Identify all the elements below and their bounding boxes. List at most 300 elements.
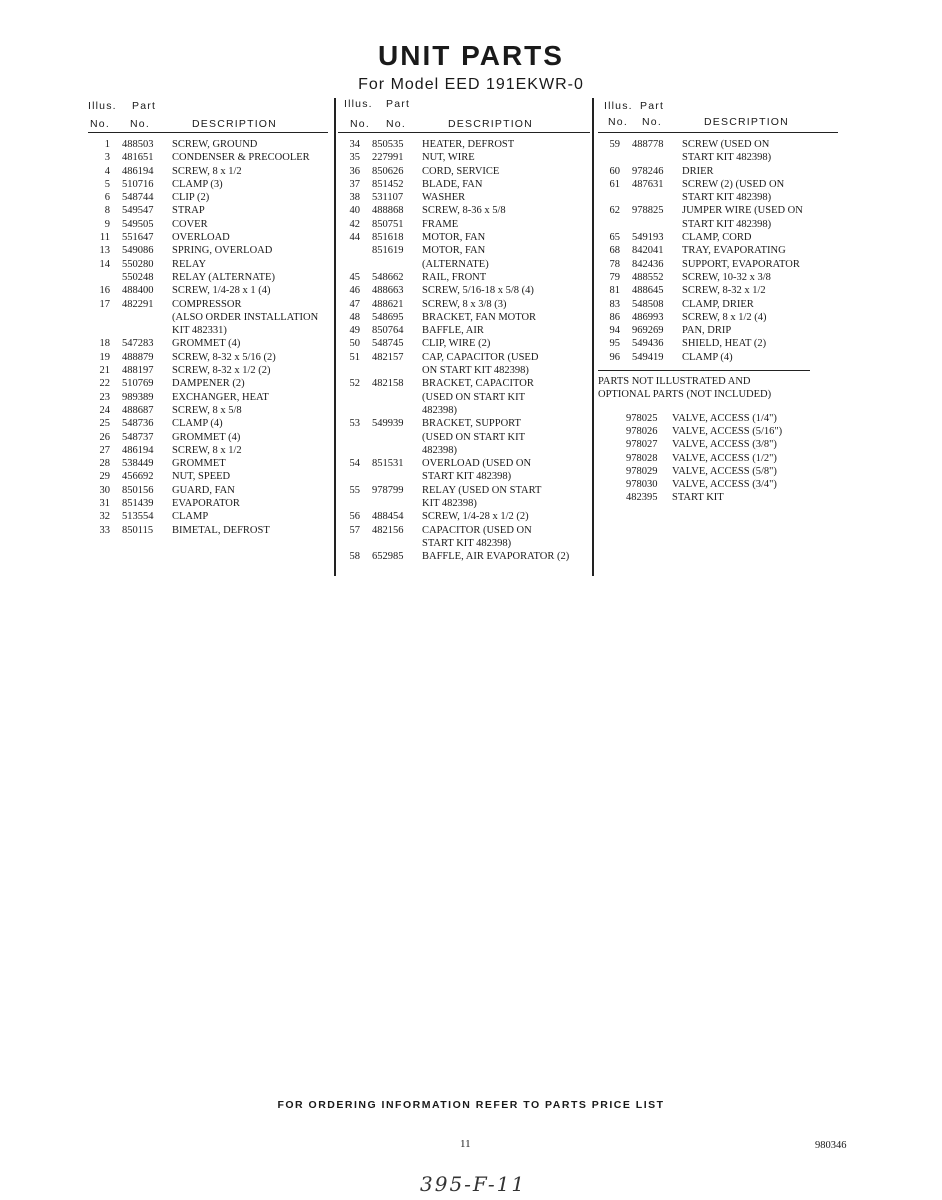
part-description: OVERLOAD (USED ON <box>422 458 532 470</box>
column-header <box>338 98 590 133</box>
table-row <box>88 337 328 350</box>
part-description: WASHER <box>422 192 466 204</box>
illus-number: 1 <box>104 139 110 150</box>
part-description: START KIT 482398) <box>422 471 512 483</box>
part-no-header: No. <box>642 116 662 128</box>
part-description: SCREW, GROUND <box>172 139 258 150</box>
page-number: 11 <box>460 1138 471 1150</box>
part-number: 550248 <box>122 271 154 283</box>
table-row <box>598 218 838 231</box>
illus-number <box>338 244 360 257</box>
table-row <box>88 457 328 470</box>
part-number: 548744 <box>122 192 154 204</box>
part-description: SCREW, 8 x 1/2 <box>172 165 242 177</box>
part-description: KIT 482398) <box>422 498 477 510</box>
part-number: 548737 <box>122 431 154 443</box>
part-description: SCREW, 8-32 x 1/2 (2) <box>172 365 271 377</box>
part-description: SCREW, 10-32 x 3/8 <box>682 271 771 283</box>
part-number: 549419 <box>632 351 664 363</box>
part-description: BIMETAL, DEFROST <box>172 524 270 536</box>
part-number <box>360 537 422 550</box>
part-number: 513554 <box>122 511 154 523</box>
part-description: (USED ON START KIT <box>422 391 526 403</box>
part-description: BRACKET, FAN MOTOR <box>422 311 537 323</box>
illus-number: 18 <box>99 338 110 350</box>
part-description: GROMMET (4) <box>172 338 241 350</box>
illus-number: 61 <box>609 178 620 190</box>
illus-number: 40 <box>349 205 360 217</box>
table-row <box>338 337 590 350</box>
part-description: START KIT 482398) <box>682 152 772 164</box>
illus-no-header: No. <box>350 118 370 130</box>
description-header: DESCRIPTION <box>192 118 277 130</box>
part-description: CLIP (2) <box>172 192 210 204</box>
table-row <box>338 138 590 151</box>
table-row <box>338 351 590 364</box>
part-number: 510769 <box>122 378 154 390</box>
table-row <box>88 204 328 217</box>
table-row <box>88 178 328 191</box>
illus-number: 17 <box>99 298 110 310</box>
illus-number: 56 <box>349 511 360 523</box>
illus-number: 24 <box>99 404 110 416</box>
table-row <box>338 204 590 217</box>
part-description: JUMPER WIRE (USED ON <box>682 205 803 217</box>
table-row <box>338 271 590 284</box>
table-row <box>88 524 328 537</box>
table-row <box>338 510 590 523</box>
part-number: 549086 <box>122 245 154 257</box>
part-description: OVERLOAD <box>172 232 230 244</box>
part-number: 978030 <box>626 479 658 491</box>
part-description: 482398) <box>422 444 457 456</box>
table-row <box>338 377 590 390</box>
illus-no-header: No. <box>608 116 628 128</box>
table-row <box>598 452 810 465</box>
illus-number: 13 <box>99 245 110 257</box>
part-description: RELAY <box>172 258 207 270</box>
illus-no-header: No. <box>90 118 110 130</box>
table-row <box>598 478 810 491</box>
part-number: 989389 <box>122 391 154 403</box>
part-no-header: No. <box>386 118 406 130</box>
part-number: 842041 <box>632 245 664 257</box>
part-number: 850535 <box>372 139 404 150</box>
part-description: SPRING, OVERLOAD <box>172 245 273 257</box>
document-number: 980346 <box>815 1140 847 1151</box>
table-row <box>88 311 328 324</box>
part-description: SCREW, 5/16-18 x 5/8 (4) <box>422 285 534 297</box>
table-row <box>338 404 590 417</box>
part-number: 549939 <box>372 418 404 430</box>
part-description: GROMMET (4) <box>172 431 241 443</box>
part-number: 486194 <box>122 444 154 456</box>
part-number <box>620 151 682 164</box>
table-row <box>338 497 590 510</box>
part-number: 549193 <box>632 232 664 244</box>
part-description: CLIP, WIRE (2) <box>422 338 491 350</box>
part-number <box>620 191 682 204</box>
part-number: 482291 <box>122 298 154 310</box>
part-description: RELAY (ALTERNATE) <box>172 271 275 283</box>
illus-number: 46 <box>349 285 360 297</box>
illus-number <box>338 470 360 483</box>
table-row <box>598 165 838 178</box>
description-header: DESCRIPTION <box>448 118 533 130</box>
part-number: 549547 <box>122 205 154 217</box>
part-description: VALVE, ACCESS (1/4") <box>672 412 777 424</box>
illus-header: Illus. <box>344 98 373 110</box>
part-description: HEATER, DEFROST <box>422 139 515 150</box>
part-number <box>110 311 172 324</box>
table-row <box>338 550 590 563</box>
illus-number: 25 <box>99 418 110 430</box>
part-number: 978799 <box>372 484 404 496</box>
part-number: 227991 <box>372 152 404 164</box>
part-number: 488868 <box>372 205 404 217</box>
illus-number: 3 <box>104 152 110 164</box>
part-number: 548508 <box>632 298 664 310</box>
illus-number: 55 <box>349 484 360 496</box>
table-row <box>88 497 328 510</box>
description-header: DESCRIPTION <box>704 116 789 128</box>
table-row <box>598 337 838 350</box>
column-header <box>88 98 328 133</box>
part-number <box>360 391 422 404</box>
illus-number: 52 <box>349 378 360 390</box>
table-row <box>338 231 590 244</box>
part-description: MOTOR, FAN <box>422 232 486 244</box>
illus-number: 65 <box>609 232 620 244</box>
illus-number: 96 <box>609 351 620 363</box>
table-row <box>338 524 590 537</box>
part-number: 481651 <box>122 152 154 164</box>
illus-number: 11 <box>99 232 110 244</box>
part-number: 842436 <box>632 258 664 270</box>
table-row <box>338 151 590 164</box>
illus-number <box>338 431 360 444</box>
column-divider <box>592 98 594 576</box>
illus-number: 78 <box>609 258 620 270</box>
table-row <box>598 151 838 164</box>
illus-header: Illus. <box>88 100 117 112</box>
illus-number: 9 <box>104 218 110 230</box>
table-row <box>88 510 328 523</box>
part-number: 548736 <box>122 418 154 430</box>
part-description: BLADE, FAN <box>422 178 483 190</box>
illus-number <box>598 191 620 204</box>
illus-number <box>338 391 360 404</box>
part-number: 456692 <box>122 471 154 483</box>
part-description: SCREW, 8 x 1/2 <box>172 444 242 456</box>
table-row <box>88 391 328 404</box>
part-description: RELAY (USED ON START <box>422 484 542 496</box>
table-row <box>338 284 590 297</box>
section-heading: OPTIONAL PARTS (NOT INCLUDED) <box>598 389 772 401</box>
illus-number: 30 <box>99 484 110 496</box>
illus-number: 57 <box>349 524 360 536</box>
part-description: CLAMP <box>172 511 209 523</box>
table-row <box>598 298 838 311</box>
optional-parts-list <box>598 412 810 505</box>
part-description: SCREW, 8 x 1/2 (4) <box>682 311 767 323</box>
parts-column-2 <box>338 98 590 564</box>
part-number: 851531 <box>372 458 404 470</box>
illus-number: 68 <box>609 245 620 257</box>
part-number: 851452 <box>372 178 404 190</box>
part-number: 488778 <box>632 139 664 150</box>
table-row <box>88 151 328 164</box>
part-description: CAPACITOR (USED ON <box>422 524 532 536</box>
part-number: 969269 <box>632 325 664 337</box>
part-number <box>360 258 422 271</box>
illus-number: 58 <box>349 551 360 563</box>
part-number: 488552 <box>632 271 664 283</box>
part-description: SCREW (2) (USED ON <box>682 178 785 190</box>
part-description: 482398) <box>422 404 457 416</box>
part-number: 850764 <box>372 325 404 337</box>
illus-number: 44 <box>349 232 360 244</box>
illus-number: 50 <box>349 338 360 350</box>
part-description: VALVE, ACCESS (5/16") <box>672 425 783 437</box>
illus-header: Illus. <box>604 100 633 112</box>
illus-number <box>338 258 360 271</box>
illus-number: 49 <box>349 325 360 337</box>
illus-number: 8 <box>104 205 110 217</box>
illus-number <box>598 151 620 164</box>
part-number: 482395 <box>626 492 658 504</box>
table-row <box>88 404 328 417</box>
part-description: CORD, SERVICE <box>422 165 500 177</box>
illus-number: 16 <box>99 285 110 297</box>
table-row <box>598 412 810 425</box>
part-number: 486194 <box>122 165 154 177</box>
table-row <box>598 438 810 451</box>
column-divider <box>334 98 336 576</box>
part-description: (ALTERNATE) <box>422 258 489 270</box>
part-number: 978825 <box>632 205 664 217</box>
part-number: 488645 <box>632 285 664 297</box>
illus-number <box>88 271 110 284</box>
part-number: 488663 <box>372 285 404 297</box>
illus-number: 47 <box>349 298 360 310</box>
table-row <box>88 284 328 297</box>
part-number <box>620 218 682 231</box>
part-number: 850751 <box>372 218 404 230</box>
part-number: 978028 <box>626 452 658 464</box>
part-number: 850626 <box>372 165 404 177</box>
table-row <box>598 351 838 364</box>
illus-number: 21 <box>99 365 110 377</box>
illus-number: 36 <box>349 165 360 177</box>
illus-number: 31 <box>99 498 110 510</box>
table-row <box>88 244 328 257</box>
part-description: FRAME <box>422 218 459 230</box>
part-number: 550280 <box>122 258 154 270</box>
part-description: START KIT <box>672 492 724 504</box>
illus-number: 95 <box>609 338 620 350</box>
part-description: COMPRESSOR <box>172 298 242 310</box>
part-header: Part <box>386 98 411 110</box>
illus-number: 5 <box>104 178 110 190</box>
part-description: MOTOR, FAN <box>422 245 486 257</box>
illus-number: 59 <box>609 139 620 150</box>
part-number: 851439 <box>122 498 154 510</box>
illus-number: 34 <box>349 139 360 150</box>
table-row <box>338 457 590 470</box>
part-description: DRIER <box>682 165 714 177</box>
part-number: 978246 <box>632 165 664 177</box>
table-row <box>88 271 328 284</box>
part-description: BRACKET, SUPPORT <box>422 418 521 430</box>
table-row <box>88 377 328 390</box>
table-row <box>88 444 328 457</box>
part-number <box>360 444 422 457</box>
table-row <box>338 218 590 231</box>
table-row <box>88 364 328 377</box>
table-row <box>88 258 328 271</box>
illus-number: 79 <box>609 271 620 283</box>
part-description: BRACKET, CAPACITOR <box>422 378 534 390</box>
table-row <box>338 417 590 430</box>
illus-number: 14 <box>99 258 110 270</box>
part-number: 482158 <box>372 378 404 390</box>
part-description: PAN, DRIP <box>682 325 732 337</box>
table-row <box>598 271 838 284</box>
part-number: 482157 <box>372 351 404 363</box>
part-description: SCREW, 8 x 5/8 <box>172 404 242 416</box>
part-description: CONDENSER & PRECOOLER <box>172 152 310 164</box>
parts-column-3 <box>598 98 838 505</box>
part-description: VALVE, ACCESS (1/2") <box>672 452 777 464</box>
illus-number: 42 <box>349 218 360 230</box>
illus-number: 48 <box>349 311 360 323</box>
table-row <box>598 491 810 504</box>
part-number: 538449 <box>122 458 154 470</box>
part-description: GUARD, FAN <box>172 484 235 496</box>
illus-number: 51 <box>349 351 360 363</box>
table-row <box>88 138 328 151</box>
illus-number: 19 <box>99 351 110 363</box>
table-row <box>88 324 328 337</box>
part-description: START KIT 482398) <box>682 218 772 230</box>
table-row <box>338 298 590 311</box>
part-description: GROMMET <box>172 458 226 470</box>
part-number: 978025 <box>626 412 658 424</box>
part-number: 510716 <box>122 178 154 190</box>
part-number: 547283 <box>122 338 154 350</box>
illus-number <box>338 537 360 550</box>
table-row <box>598 204 838 217</box>
part-number: 652985 <box>372 551 404 563</box>
part-header: Part <box>132 100 157 112</box>
part-description: SCREW, 8-32 x 1/2 <box>682 285 766 297</box>
table-row <box>338 165 590 178</box>
table-row <box>598 138 838 151</box>
table-row <box>338 324 590 337</box>
illus-number: 28 <box>99 458 110 470</box>
part-number: 549505 <box>122 218 154 230</box>
part-number <box>360 470 422 483</box>
illus-number: 62 <box>609 205 620 217</box>
part-description: CAP, CAPACITOR (USED <box>422 351 539 363</box>
part-description: ON START KIT 482398) <box>422 365 529 377</box>
table-row <box>88 218 328 231</box>
part-number <box>360 404 422 417</box>
part-number <box>360 431 422 444</box>
part-number: 850115 <box>122 524 154 536</box>
illus-number: 94 <box>609 325 620 337</box>
table-row <box>598 231 838 244</box>
part-description: CLAMP, DRIER <box>682 298 754 310</box>
part-description: EXCHANGER, HEAT <box>172 391 269 403</box>
not-illustrated-section <box>598 370 810 505</box>
table-row <box>598 324 838 337</box>
part-description: BAFFLE, AIR <box>422 325 484 337</box>
part-description: TRAY, EVAPORATING <box>682 245 786 257</box>
table-row <box>338 178 590 191</box>
illus-number: 83 <box>609 298 620 310</box>
table-row <box>88 470 328 483</box>
parts-column-1 <box>88 98 328 537</box>
illus-number: 23 <box>99 391 110 403</box>
table-row <box>88 191 328 204</box>
part-number: 488400 <box>122 285 154 297</box>
table-row <box>88 231 328 244</box>
part-description: SCREW, 1/4-28 x 1 (4) <box>172 285 271 297</box>
table-row <box>338 244 590 257</box>
part-description: SCREW, 8-36 x 5/8 <box>422 205 506 217</box>
table-row <box>338 470 590 483</box>
parts-list <box>598 133 838 364</box>
illus-number: 54 <box>349 458 360 470</box>
part-number: 548745 <box>372 338 404 350</box>
part-description: VALVE, ACCESS (3/4") <box>672 479 777 491</box>
part-description: (USED ON START KIT <box>422 431 526 443</box>
table-row <box>598 284 838 297</box>
part-number: 850156 <box>122 484 154 496</box>
illus-number: 32 <box>99 511 110 523</box>
illus-number: 26 <box>99 431 110 443</box>
table-row <box>598 178 838 191</box>
table-row <box>338 431 590 444</box>
part-description: SCREW, 8 x 3/8 (3) <box>422 298 507 310</box>
part-description: CLAMP (4) <box>172 418 223 430</box>
part-description: CLAMP (4) <box>682 351 733 363</box>
part-number: 531107 <box>372 192 404 204</box>
parts-list <box>338 133 590 564</box>
part-number: 551647 <box>122 232 154 244</box>
part-number: 851619 <box>372 245 404 257</box>
part-number: 978026 <box>626 425 658 437</box>
table-row <box>88 351 328 364</box>
part-description: SCREW, 8-32 x 5/16 (2) <box>172 351 276 363</box>
part-description: VALVE, ACCESS (5/8") <box>672 465 777 477</box>
part-description: START KIT 482398) <box>682 192 772 204</box>
illus-number <box>88 311 110 324</box>
part-number <box>360 497 422 510</box>
illus-number: 33 <box>99 524 110 536</box>
illus-number: 45 <box>349 271 360 283</box>
part-number: 488621 <box>372 298 404 310</box>
ordering-info-footer: FOR ORDERING INFORMATION REFER TO PARTS PRICE LIST <box>277 1099 665 1111</box>
part-number: 488687 <box>122 404 154 416</box>
part-number <box>110 324 172 337</box>
part-description: DAMPENER (2) <box>172 378 245 390</box>
illus-number: 53 <box>349 418 360 430</box>
part-number: 488454 <box>372 511 404 523</box>
part-number: 488879 <box>122 351 154 363</box>
